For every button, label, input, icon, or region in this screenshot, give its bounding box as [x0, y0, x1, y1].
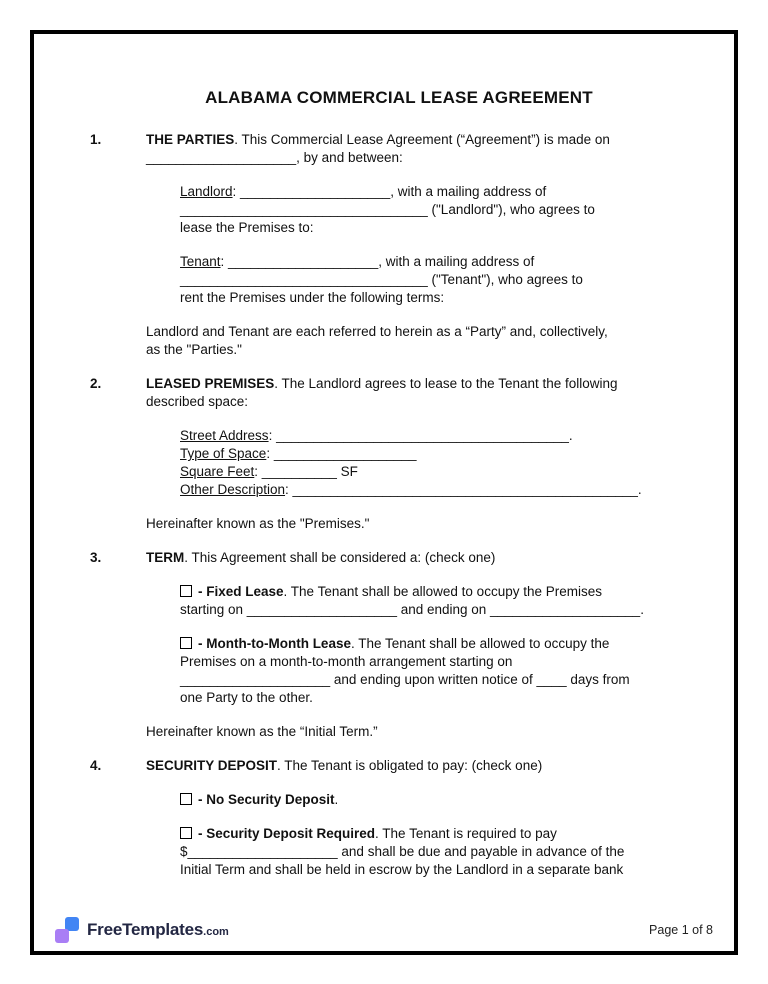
type-of-space-field	[180, 445, 708, 463]
section-number: 3.	[90, 550, 102, 565]
option-text: .	[334, 792, 339, 807]
option-label: - Fixed Lease	[198, 584, 284, 599]
landlord-name-blank: : ____________________, with a mailing address of	[232, 184, 547, 199]
parties-closing-text2: as the "Parties."	[146, 342, 242, 357]
section-parties	[90, 131, 708, 375]
deposit-amount-blank: $____________________ and shall be due and payable in advance of the	[180, 844, 625, 859]
heading-text2: described space:	[146, 394, 249, 409]
landlord-field-label: Landlord	[180, 184, 233, 199]
month-to-month-checkbox[interactable]	[180, 637, 192, 649]
section-number: 2.	[90, 376, 102, 391]
deposit-required-checkbox[interactable]	[180, 827, 192, 839]
type-of-space-label: Type of Space	[180, 446, 267, 461]
premises-closing-block	[146, 515, 708, 533]
square-feet-field	[180, 463, 708, 481]
option-label: - No Security Deposit	[198, 792, 335, 807]
type-of-space-blank: : ___________________	[266, 446, 417, 461]
heading-text: . This Commercial Lease Agreement (“Agreement”) is made on	[234, 132, 610, 147]
parties-heading-block	[146, 131, 708, 167]
other-description-blank: : ______________________________________________.	[285, 482, 642, 497]
square-feet-label: Square Feet	[180, 464, 255, 479]
option-text3: one Party to the other.	[180, 690, 313, 705]
brand-name: FreeTemplates	[87, 920, 204, 939]
option-text2: Initial Term and shall be held in escrow by the Landlord in a separate bank	[180, 862, 624, 877]
option-text: . The Tenant shall be allowed to occupy the	[350, 636, 610, 651]
section-term	[90, 549, 708, 757]
month-to-month-option	[180, 635, 708, 707]
freetemplates-logo-icon	[55, 917, 79, 943]
month-to-month-blanks: ____________________ and ending upon written notice of ____ days from	[180, 672, 630, 687]
tenant-block	[180, 253, 708, 307]
freetemplates-logo	[55, 917, 229, 943]
fixed-lease-option	[180, 583, 708, 619]
heading-text: . The Landlord agrees to lease to the Tenant the following	[274, 376, 618, 391]
premises-heading-block	[146, 375, 708, 411]
option-text: . The Tenant shall be allowed to occupy the Premises	[283, 584, 602, 599]
no-deposit-option	[180, 791, 708, 809]
document-content	[34, 34, 734, 895]
premises-closing-text: Hereinafter known as the "Premises."	[146, 516, 370, 531]
parties-closing-text: Landlord and Tenant are each referred to herein as a “Party” and, collectively,	[146, 324, 608, 339]
term-closing-text: Hereinafter known as the “Initial Term.”	[146, 724, 378, 739]
other-description-label: Other Description	[180, 482, 286, 497]
section-heading: SECURITY DEPOSIT	[146, 758, 278, 773]
section-number: 4.	[90, 758, 102, 773]
tenant-text: rent the Premises under the following terms:	[180, 290, 445, 305]
page-title: ALABAMA COMMERCIAL LEASE AGREEMENT	[205, 88, 593, 107]
heading-text: . This Agreement shall be considered a: (check one)	[184, 550, 496, 565]
tenant-name-blank: : ____________________, with a mailing address of	[220, 254, 535, 269]
page-indicator: Page 1 of 8	[649, 923, 713, 937]
tenant-field-label: Tenant	[180, 254, 221, 269]
section-number: 1.	[90, 132, 102, 147]
tenant-address-blank: _________________________________ ("Tenant"), who agrees to	[180, 272, 583, 287]
fixed-lease-dates-blank: starting on ____________________ and ending on ____________________.	[180, 602, 644, 617]
no-deposit-checkbox[interactable]	[180, 793, 192, 805]
parties-closing-block	[146, 323, 708, 359]
page-border	[30, 30, 738, 955]
section-security-deposit	[90, 757, 708, 895]
term-closing-block	[146, 723, 708, 741]
logo-purple-square	[55, 929, 69, 943]
blank-date-line: ____________________, by and between:	[146, 150, 403, 165]
street-address-field	[180, 427, 708, 445]
square-feet-blank: : __________ SF	[254, 464, 358, 479]
premises-fields-block	[180, 427, 708, 499]
street-address-blank: : _______________________________________.	[268, 428, 573, 443]
security-heading-block	[146, 757, 708, 775]
deposit-required-option	[180, 825, 708, 879]
other-description-field	[180, 481, 708, 499]
landlord-text: lease the Premises to:	[180, 220, 314, 235]
street-address-label: Street Address	[180, 428, 269, 443]
brand-suffix: .com	[203, 926, 229, 938]
page-footer	[34, 917, 734, 943]
landlord-block	[180, 183, 708, 237]
section-heading: LEASED PREMISES	[146, 376, 275, 391]
option-text: . The Tenant is required to pay	[375, 826, 557, 841]
term-heading-block	[146, 549, 708, 567]
option-label: - Month-to-Month Lease	[198, 636, 351, 651]
option-text2: Premises on a month-to-month arrangement starting on	[180, 654, 513, 669]
landlord-address-blank: _________________________________ ("Landlord"), who agrees to	[180, 202, 595, 217]
fixed-lease-checkbox[interactable]	[180, 585, 192, 597]
section-heading: TERM	[146, 550, 185, 565]
option-label: - Security Deposit Required	[198, 826, 376, 841]
section-leased-premises	[90, 375, 708, 549]
heading-text: . The Tenant is obligated to pay: (check one)	[277, 758, 543, 773]
section-heading: THE PARTIES	[146, 132, 235, 147]
